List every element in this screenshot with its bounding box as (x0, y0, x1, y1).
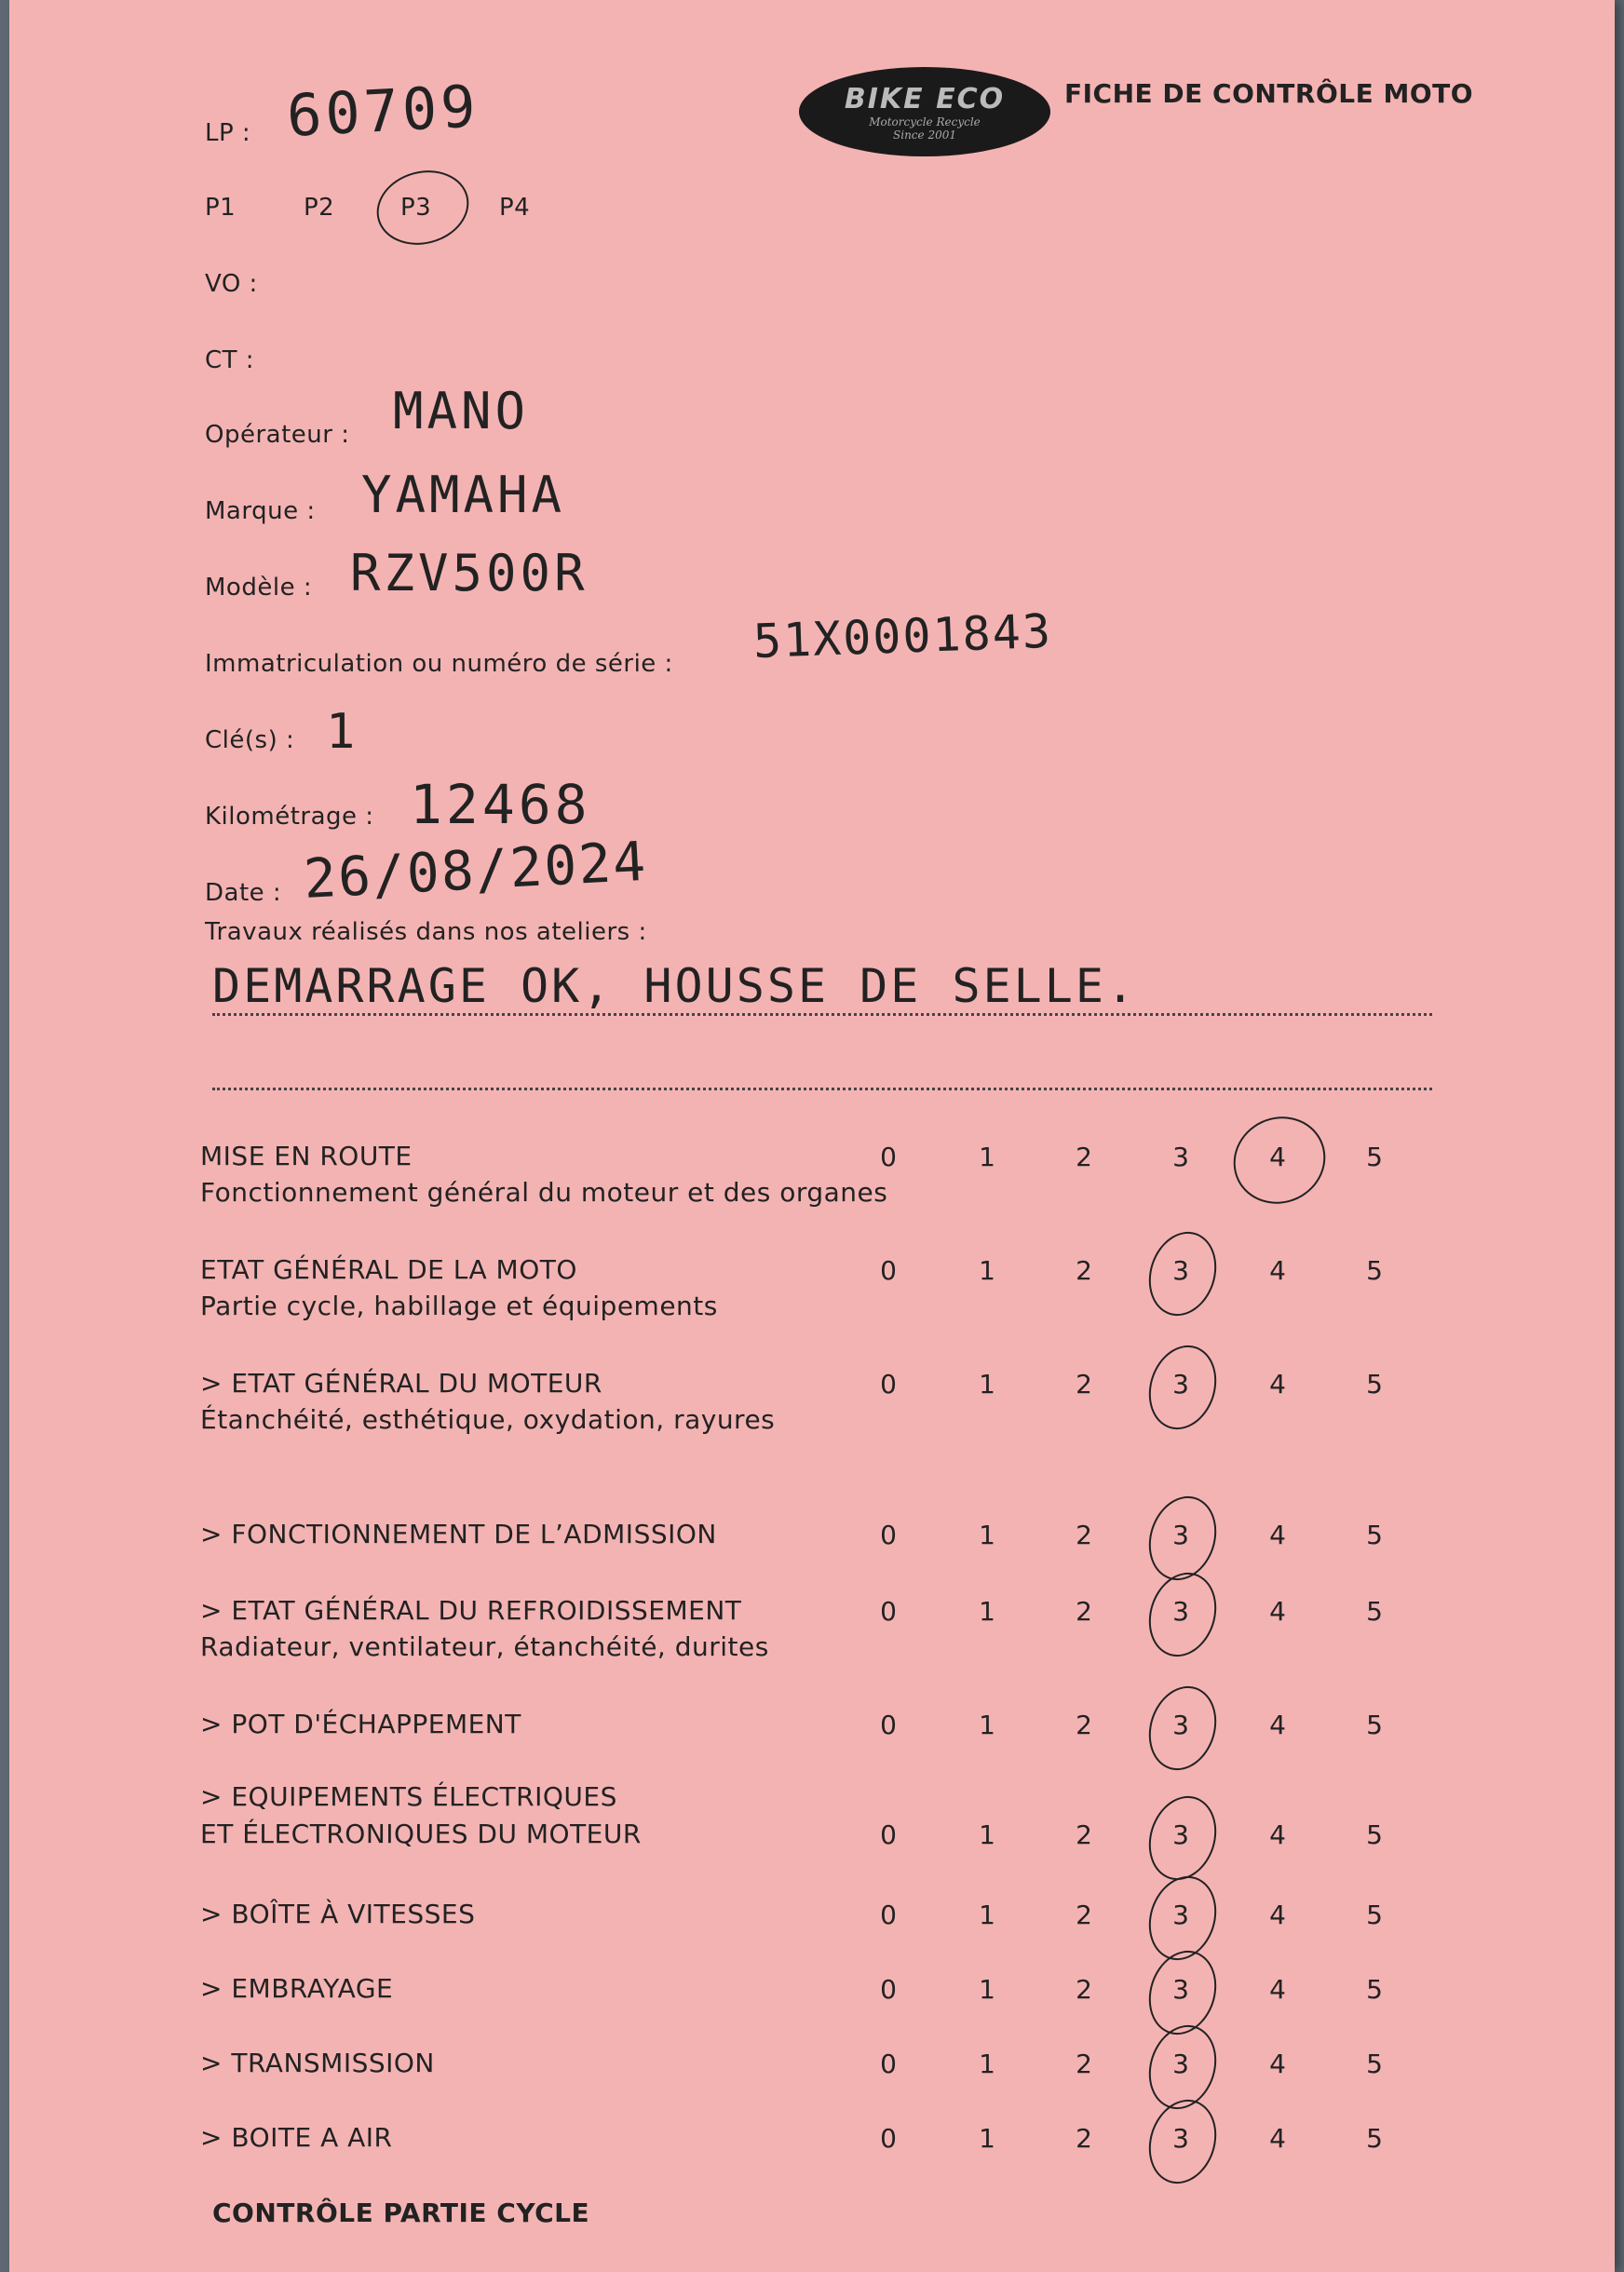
rating-score-3: 3 (1172, 1142, 1189, 1172)
p4-label: P4 (499, 194, 531, 222)
rating-title: > ETAT GÉNÉRAL DU MOTEUR (200, 1368, 602, 1399)
rating-title: > FONCTIONNEMENT DE L’ADMISSION (200, 1519, 717, 1549)
rating-score-0: 0 (880, 1596, 897, 1627)
selected-score-circle (1138, 1677, 1226, 1778)
rating-score-2: 2 (1076, 1142, 1092, 1172)
rating-title: > BOITE A AIR (200, 2122, 393, 2153)
rating-score-5: 5 (1366, 1520, 1383, 1550)
rating-score-3: 3 (1172, 1819, 1189, 1850)
cles-value: 1 (326, 704, 359, 760)
rating-score-1: 1 (979, 1900, 995, 1930)
rating-score-5: 5 (1366, 1142, 1383, 1172)
rating-score-0: 0 (880, 1520, 897, 1550)
rating-score-2: 2 (1076, 1974, 1092, 2005)
immatriculation-value: 51X0001843 (751, 603, 1053, 669)
rating-title-line2: ET ÉLECTRONIQUES DU MOTEUR (200, 1819, 642, 1849)
rating-title: > POT D'ÉCHAPPEMENT (200, 1709, 521, 1739)
rating-score-1: 1 (979, 1710, 995, 1740)
cles-label: Clé(s) : (205, 726, 295, 754)
selected-score-circle (1138, 1336, 1226, 1438)
modele-label: Modèle : (205, 574, 313, 602)
p2-label: P2 (304, 194, 335, 222)
rating-score-3: 3 (1172, 1900, 1189, 1930)
rating-score-3: 3 (1172, 2049, 1189, 2079)
travaux-line-2 (212, 1088, 1432, 1090)
rating-score-4: 4 (1269, 2049, 1286, 2079)
rating-score-4: 4 (1269, 1520, 1286, 1550)
rating-score-1: 1 (979, 1142, 995, 1172)
rating-score-1: 1 (979, 1819, 995, 1850)
rating-score-2: 2 (1076, 1710, 1092, 1740)
kilometrage-value: 12468 (410, 773, 591, 836)
kilometrage-label: Kilométrage : (205, 803, 374, 831)
rating-score-0: 0 (880, 1974, 897, 2005)
operateur-value: MANO (393, 382, 530, 440)
selected-score-circle (1138, 1223, 1226, 1324)
rating-score-5: 5 (1366, 1819, 1383, 1850)
rating-score-0: 0 (880, 1710, 897, 1740)
ct-label: CT : (205, 346, 255, 374)
rating-score-0: 0 (880, 1255, 897, 1286)
rating-score-5: 5 (1366, 1369, 1383, 1400)
rating-score-1: 1 (979, 2123, 995, 2154)
date-value: 26/08/2024 (302, 829, 649, 911)
rating-title: > BOÎTE À VITESSES (200, 1899, 476, 1929)
rating-score-0: 0 (880, 1819, 897, 1850)
selected-score-circle (1138, 1563, 1226, 1665)
rating-score-3: 3 (1172, 1520, 1189, 1550)
control-sheet (9, 0, 1615, 2272)
lp-value: 60709 (285, 72, 481, 150)
rating-subtitle: Radiateur, ventilateur, étanchéité, durites (200, 1631, 769, 1662)
rating-score-1: 1 (979, 2049, 995, 2079)
selected-score-circle (1219, 1102, 1340, 1219)
document-title: FICHE DE CONTRÔLE MOTO (1064, 78, 1474, 109)
rating-score-3: 3 (1172, 1710, 1189, 1740)
rating-score-0: 0 (880, 1142, 897, 1172)
rating-score-2: 2 (1076, 1900, 1092, 1930)
vo-label: VO : (205, 270, 258, 298)
rating-score-2: 2 (1076, 1369, 1092, 1400)
rating-score-3: 3 (1172, 1369, 1189, 1400)
travaux-line-1 (212, 1013, 1432, 1016)
modele-value: RZV500R (350, 544, 589, 602)
travaux-label: Travaux réalisés dans nos ateliers : (205, 918, 647, 946)
rating-score-4: 4 (1269, 1974, 1286, 2005)
rating-score-1: 1 (979, 1974, 995, 2005)
logo-subtitle-2: Since 2001 (893, 128, 956, 142)
logo-text: BIKE ECO (844, 82, 1006, 115)
rating-score-2: 2 (1076, 1596, 1092, 1627)
rating-score-4: 4 (1269, 1900, 1286, 1930)
rating-score-0: 0 (880, 2123, 897, 2154)
rating-score-1: 1 (979, 1520, 995, 1550)
rating-score-2: 2 (1076, 1819, 1092, 1850)
p3-label: P3 (400, 194, 432, 222)
marque-value: YAMAHA (361, 466, 566, 524)
rating-score-3: 3 (1172, 2123, 1189, 2154)
lp-label: LP : (205, 119, 251, 147)
rating-score-1: 1 (979, 1369, 995, 1400)
operateur-label: Opérateur : (205, 421, 350, 449)
rating-score-4: 4 (1269, 1255, 1286, 1286)
rating-score-3: 3 (1172, 1596, 1189, 1627)
rating-score-2: 2 (1076, 2049, 1092, 2079)
rating-score-2: 2 (1076, 1255, 1092, 1286)
rating-score-1: 1 (979, 1255, 995, 1286)
rating-title: > EQUIPEMENTS ÉLECTRIQUES (200, 1781, 617, 1812)
p1-label: P1 (205, 194, 237, 222)
logo-subtitle-1: Motorcycle Recycle (869, 115, 981, 128)
rating-score-5: 5 (1366, 2123, 1383, 2154)
rating-score-5: 5 (1366, 1974, 1383, 2005)
rating-score-2: 2 (1076, 1520, 1092, 1550)
rating-score-3: 3 (1172, 1974, 1189, 2005)
immatriculation-label: Immatriculation ou numéro de série : (205, 650, 673, 678)
rating-score-0: 0 (880, 1900, 897, 1930)
rating-score-3: 3 (1172, 1255, 1189, 1286)
rating-score-5: 5 (1366, 1900, 1383, 1930)
rating-score-5: 5 (1366, 1255, 1383, 1286)
rating-score-2: 2 (1076, 2123, 1092, 2154)
rating-score-4: 4 (1269, 1142, 1286, 1172)
rating-subtitle: Étanchéité, esthétique, oxydation, rayures (200, 1404, 776, 1435)
selected-score-circle (1138, 1787, 1226, 1888)
rating-score-4: 4 (1269, 1819, 1286, 1850)
rating-subtitle: Partie cycle, habillage et équipements (200, 1291, 718, 1321)
marque-label: Marque : (205, 497, 316, 525)
rating-score-5: 5 (1366, 1596, 1383, 1627)
rating-title: > EMBRAYAGE (200, 1973, 394, 2004)
rating-score-5: 5 (1366, 2049, 1383, 2079)
date-label: Date : (205, 879, 282, 907)
rating-title: MISE EN ROUTE (200, 1141, 413, 1171)
rating-score-5: 5 (1366, 1710, 1383, 1740)
rating-subtitle: Fonctionnement général du moteur et des organes (200, 1177, 888, 1208)
rating-score-4: 4 (1269, 2123, 1286, 2154)
selected-score-circle (1138, 2090, 1226, 2192)
bike-eco-logo (799, 67, 1050, 156)
rating-score-1: 1 (979, 1596, 995, 1627)
rating-score-4: 4 (1269, 1369, 1286, 1400)
rating-score-4: 4 (1269, 1596, 1286, 1627)
rating-score-0: 0 (880, 2049, 897, 2079)
rating-title: > ETAT GÉNÉRAL DU REFROIDISSEMENT (200, 1595, 742, 1626)
rating-score-4: 4 (1269, 1710, 1286, 1740)
rating-score-0: 0 (880, 1369, 897, 1400)
p3-selected-circle (369, 160, 478, 254)
travaux-value: DEMARRAGE OK, HOUSSE DE SELLE. (212, 959, 1138, 1013)
section-title-partie-cycle: CONTRÔLE PARTIE CYCLE (212, 2198, 590, 2228)
rating-title: > TRANSMISSION (200, 2048, 435, 2078)
rating-title: ETAT GÉNÉRAL DE LA MOTO (200, 1254, 577, 1285)
